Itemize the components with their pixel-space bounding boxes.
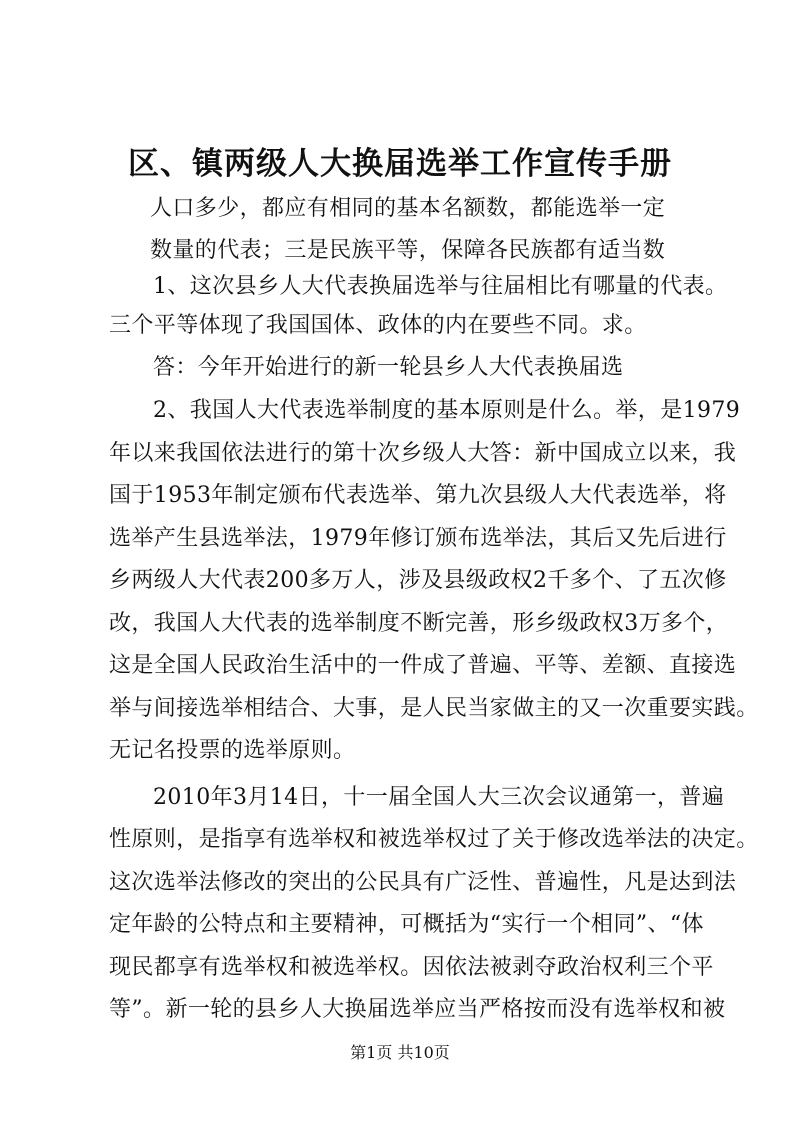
text-line: 年以来我国依法进行的第十次乡级人大答：新中国成立以来，我: [109, 441, 737, 466]
text-line: 等”。新一轮的县乡人大换届选举应当严格按而没有选举权和被: [109, 997, 726, 1022]
text-line: 无记名投票的选举原则。: [109, 738, 356, 763]
text-line: 举与间接选举相结合、大事，是人民当家做主的又一次重要实践。: [109, 696, 759, 721]
text-line: 性原则，是指享有选举权和被选举权过了关于修改选举法的决定。: [109, 827, 759, 852]
text-line: 这是全国人民政治生活中的一件成了普遍、平等、差额、直接选: [109, 653, 737, 678]
text-line: 乡两级人大代表200多万人，涉及县级政权2千多个、了五次修: [109, 568, 727, 593]
text-line: 三个平等体现了我国国体、政体的内在要些不同。求。: [109, 313, 647, 338]
text-line: 国于1953年制定颁布代表选举、第九次县级人大代表选举，将: [109, 483, 727, 508]
text-line: 改，我国人大代表的选举制度不断完善，形乡级政权3万多个，: [109, 611, 729, 636]
text-line: 定年龄的公特点和主要精神，可概括为“实行一个相同”、“体: [109, 912, 704, 937]
text-line: 答：今年开始进行的新一轮县乡人大代表换届选: [153, 355, 624, 380]
text-line: 这次选举法修改的突出的公民具有广泛性、普遍性，凡是达到法: [109, 870, 737, 895]
text-line: 现民都享有选举权和被选举权。因依法被剥夺政治权利三个平: [109, 955, 714, 980]
page-footer: 第1页 共10页: [350, 1043, 450, 1062]
text-line: 2、我国人大代表选举制度的基本原则是什么。举，是1979: [153, 398, 741, 423]
text-line: 人口多少，都应有相同的基本名额数，都能选举一定: [150, 196, 666, 221]
text-line: 2010年3月14日，十一届全国人大三次会议通第一，普遍: [153, 785, 725, 810]
text-line: 数量的代表；三是民族平等，保障各民族都有适当数: [150, 238, 666, 263]
text-line: 1、这次县乡人大代表换届选举与往届相比有哪量的代表。: [153, 274, 728, 299]
page-title: 区、镇两级人大换届选举工作宣传手册: [128, 146, 672, 182]
text-line: 选举产生县选举法，1979年修订颁布选举法，其后又先后进行: [109, 526, 727, 551]
